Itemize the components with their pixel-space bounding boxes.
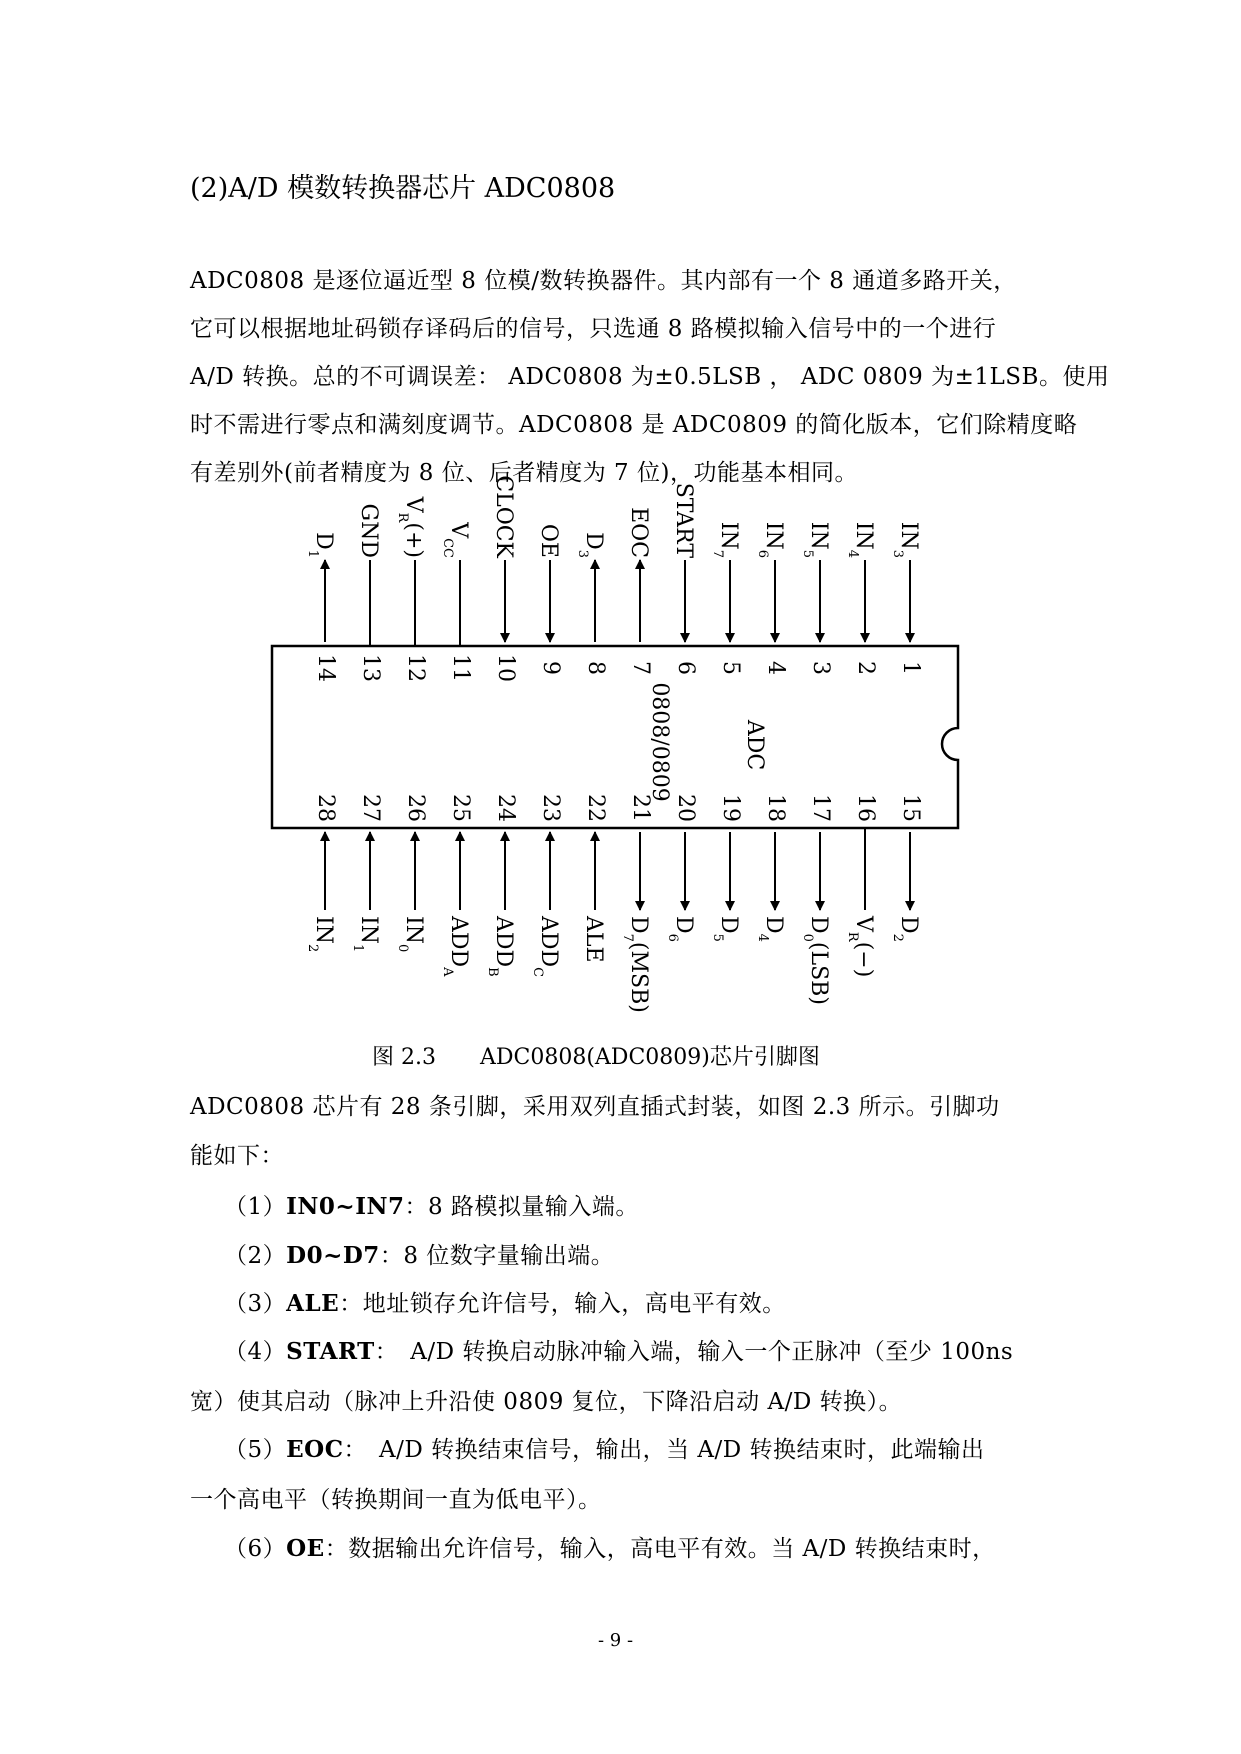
pin-name: IN xyxy=(806,521,831,550)
pin-name: ADD xyxy=(491,916,516,968)
body-line xyxy=(190,1137,284,1170)
pin-number: 1 xyxy=(898,661,923,675)
pin-name: IN xyxy=(311,916,336,944)
pin-24 xyxy=(485,794,518,977)
pin-subscript: B xyxy=(485,967,500,977)
pin-number: 27 xyxy=(358,794,383,822)
pin-subscript: 3 xyxy=(575,549,590,558)
body-line-text: ：8 路模拟量输入端。 xyxy=(404,1194,639,1220)
pin-number: 4 xyxy=(763,661,788,675)
pin-label xyxy=(800,916,831,1005)
pin-label xyxy=(491,475,516,558)
intro-line: A/D 转换。总的不可调误差： ADC0808 为±0.5LSB ， ADC 0809 为±1LSB。使用 xyxy=(190,364,1110,390)
pin-suffix: (MSB) xyxy=(626,941,651,1013)
pin-number: 3 xyxy=(808,661,833,675)
pin-7 xyxy=(626,507,653,675)
intro-line: 时不需进行零点和满刻度调节。ADC0808 是 ADC0809 的简化版本，它们除精度略 xyxy=(190,412,1078,438)
pin-name: IN xyxy=(401,916,426,944)
pin-name: EOC xyxy=(626,507,651,558)
pin-label xyxy=(395,916,426,952)
pin-label xyxy=(575,532,606,558)
pin-number: 20 xyxy=(673,794,698,822)
pin-name: V xyxy=(446,522,471,539)
pin-name: D xyxy=(581,532,606,550)
body-line-text: （4） xyxy=(224,1339,287,1365)
intro-line: 有差别外(前者精度为 8 位、后者精度为 7 位)，功能基本相同。 xyxy=(190,460,858,486)
pin-subscript: 0 xyxy=(800,933,815,942)
pin-name: D xyxy=(626,916,651,934)
pin-4 xyxy=(755,522,788,675)
pin-term: EOC xyxy=(286,1436,344,1463)
chip-pinout-diagram xyxy=(0,475,1241,1013)
pin-26 xyxy=(395,794,428,952)
pin-subscript: CC xyxy=(440,538,455,558)
pin-12 xyxy=(395,496,428,682)
body-line-text: （3） xyxy=(224,1291,287,1317)
pin-label xyxy=(305,532,336,558)
pin-label xyxy=(395,496,426,558)
pin-subscript: 7 xyxy=(620,933,635,942)
pin-number: 16 xyxy=(853,794,878,822)
pin-number: 18 xyxy=(763,794,788,822)
pin-name: V xyxy=(851,916,876,932)
pin-term: OE xyxy=(286,1535,325,1562)
chip-label-adc: ADC xyxy=(742,719,767,771)
pin-3 xyxy=(800,522,833,675)
body-line xyxy=(224,1285,786,1318)
pin-term: IN0~IN7 xyxy=(286,1193,405,1220)
body-line xyxy=(190,1481,602,1514)
pin-name: IN xyxy=(851,521,876,550)
body-line-text: ： A/D 转换结束信号，输出，当 A/D 转换结束时，此端输出 xyxy=(343,1437,985,1463)
pin-label xyxy=(440,521,471,558)
pin-number: 22 xyxy=(583,794,608,822)
pin-subscript: 4 xyxy=(755,933,770,942)
chip-label-model: 0808/0809 xyxy=(647,682,672,802)
pin-number: 24 xyxy=(493,794,518,822)
body-line xyxy=(224,1237,614,1270)
pin-name: OE xyxy=(536,523,561,558)
pin-term: START xyxy=(286,1338,375,1365)
pin-label xyxy=(620,916,651,1013)
body-line xyxy=(224,1333,1013,1366)
pin-13 xyxy=(356,504,383,682)
body-line-text: ：数据输出允许信号，输入，高电平有效。当 A/D 转换结束时， xyxy=(324,1536,996,1562)
pin-16 xyxy=(845,794,878,977)
pin-11 xyxy=(440,521,473,682)
pin-label xyxy=(440,915,471,977)
pin-label xyxy=(755,522,786,558)
pin-number: 5 xyxy=(718,661,743,675)
pin-suffix: (+) xyxy=(401,522,426,558)
pin-subscript: 1 xyxy=(305,549,320,558)
body-line xyxy=(224,1431,985,1464)
pin-label xyxy=(665,916,696,942)
pin-number: 17 xyxy=(808,794,833,822)
body-line xyxy=(190,1383,902,1416)
pin-subscript: A xyxy=(440,967,455,977)
page-number: - 9 - xyxy=(598,1630,634,1651)
pin-label xyxy=(890,916,921,942)
pin-name: ALE xyxy=(581,916,606,963)
body-line-text: （5） xyxy=(224,1437,287,1463)
pin-17 xyxy=(800,794,833,1005)
body-line-text: ：地址锁存允许信号，输入，高电平有效。 xyxy=(339,1291,786,1317)
body-line-text: ADC0808 芯片有 28 条引脚，采用双列直插式封装，如图 2.3 所示。引脚功 xyxy=(190,1094,1000,1120)
body-line-text: 宽）使其启动（脉冲上升沿使 0809 复位，下降沿启动 A/D 转换）。 xyxy=(190,1389,903,1415)
pin-number: 14 xyxy=(313,654,338,682)
pin-name: START xyxy=(671,482,696,558)
body-line xyxy=(224,1530,996,1563)
pin-subscript: R xyxy=(845,931,860,942)
pin-27 xyxy=(350,794,383,952)
section-heading: (2)A/D 模数转换器芯片 ADC0808 xyxy=(190,173,616,204)
body-line-text: 能如下： xyxy=(190,1143,284,1169)
pin-subscript: 7 xyxy=(710,549,725,558)
pin-28 xyxy=(305,794,338,952)
pin-number: 10 xyxy=(493,654,518,682)
pin-label xyxy=(626,507,651,558)
pin-2 xyxy=(845,522,878,675)
chip-label xyxy=(647,682,767,801)
body-line-text: （2） xyxy=(224,1243,287,1269)
pin-5 xyxy=(710,522,743,675)
pin-9 xyxy=(536,524,563,675)
pin-subscript: 0 xyxy=(395,943,410,953)
pin-number: 7 xyxy=(628,661,653,675)
pin-label xyxy=(305,916,336,952)
pin-name: IN xyxy=(356,916,381,944)
pin-label xyxy=(800,522,831,558)
body-line-text: ： A/D 转换启动脉冲输入端，输入一个正脉冲（至少 100ns xyxy=(374,1339,1014,1365)
pin-label xyxy=(356,504,381,558)
pin-number: 21 xyxy=(628,794,653,822)
pin-number: 9 xyxy=(538,661,563,675)
pin-name: CLOCK xyxy=(491,475,516,558)
pin-label xyxy=(581,915,606,963)
body-line-text: 一个高电平（转换期间一直为低电平）。 xyxy=(190,1487,602,1513)
pin-subscript: C xyxy=(530,967,545,978)
pin-subscript: 6 xyxy=(755,549,770,558)
top-pin-row xyxy=(305,475,923,682)
pin-number: 19 xyxy=(718,794,743,822)
pin-name: GND xyxy=(356,503,381,558)
pin-18 xyxy=(755,794,788,942)
pin-number: 26 xyxy=(403,794,428,822)
pin-label xyxy=(710,522,741,558)
pin-name: D xyxy=(806,916,831,934)
pin-22 xyxy=(581,794,608,963)
pin-label xyxy=(710,916,741,942)
pin-suffix: (LSB) xyxy=(806,941,831,1005)
pin-number: 11 xyxy=(448,654,473,682)
body-line-text: ：8 位数字量输出端。 xyxy=(379,1243,615,1269)
pin-label xyxy=(845,915,876,977)
pin-suffix: (−) xyxy=(851,941,876,978)
pin-subscript: 2 xyxy=(305,943,320,953)
intro-line: ADC0808 是逐位逼近型 8 位模/数转换器件。其内部有一个 8 通道多路开关， xyxy=(190,268,1017,294)
pin-subscript: 5 xyxy=(710,933,725,942)
pin-name: D xyxy=(896,916,921,934)
pin-name: ADD xyxy=(536,916,561,968)
pin-term: D0~D7 xyxy=(286,1242,380,1269)
pin-name: D xyxy=(716,916,741,934)
pin-number: 6 xyxy=(673,661,698,675)
pin-label xyxy=(845,522,876,558)
pin-name: IN xyxy=(716,521,741,550)
pin-8 xyxy=(575,532,608,675)
pin-number: 12 xyxy=(403,654,428,682)
intro-line: 它可以根据地址码锁存译码后的信号，只选通 8 路模拟输入信号中的一个进行 xyxy=(190,316,997,342)
pin-25 xyxy=(440,794,473,977)
body-line-text: （1） xyxy=(224,1194,287,1220)
pin-subscript: 1 xyxy=(350,943,365,953)
pin-number: 2 xyxy=(853,661,878,675)
pin-name: D xyxy=(761,916,786,934)
pin-subscript: 6 xyxy=(665,933,680,942)
pin-subscript: 3 xyxy=(890,549,905,558)
pin-14 xyxy=(305,532,338,682)
pin-subscript: R xyxy=(395,512,410,523)
pin-15 xyxy=(890,794,923,942)
pin-label xyxy=(671,483,696,559)
pin-subscript: 4 xyxy=(845,549,860,558)
body-line xyxy=(190,1088,1000,1121)
pin-term: ALE xyxy=(286,1290,340,1317)
pin-number: 15 xyxy=(898,794,923,822)
pin-subscript: 5 xyxy=(800,549,815,558)
body-line-text: （6） xyxy=(224,1536,287,1562)
pin-1 xyxy=(890,522,923,675)
pin-number: 28 xyxy=(313,794,338,822)
pin-name: D xyxy=(311,532,336,550)
pin-name: IN xyxy=(896,521,921,550)
pin-name: IN xyxy=(761,521,786,550)
body-line xyxy=(224,1188,639,1221)
pin-20 xyxy=(665,794,698,942)
pin-label xyxy=(755,916,786,942)
figure-caption: 图 2.3 ADC0808(ADC0809)芯片引脚图 xyxy=(372,1045,820,1070)
pin-number: 25 xyxy=(448,794,473,822)
pin-name: D xyxy=(671,916,696,934)
pin-name: V xyxy=(401,496,426,513)
pin-name: ADD xyxy=(446,916,471,968)
pin-number: 8 xyxy=(583,661,608,675)
pin-10 xyxy=(491,475,518,682)
pin-number: 13 xyxy=(358,654,383,682)
pin-19 xyxy=(710,794,743,942)
pin-label xyxy=(485,915,516,977)
pin-label xyxy=(890,522,921,558)
pin-label xyxy=(536,524,561,558)
pin-number: 23 xyxy=(538,794,563,822)
pin-label xyxy=(530,915,561,977)
pin-subscript: 2 xyxy=(890,933,905,942)
pin-23 xyxy=(530,794,563,977)
pin-label xyxy=(350,916,381,952)
